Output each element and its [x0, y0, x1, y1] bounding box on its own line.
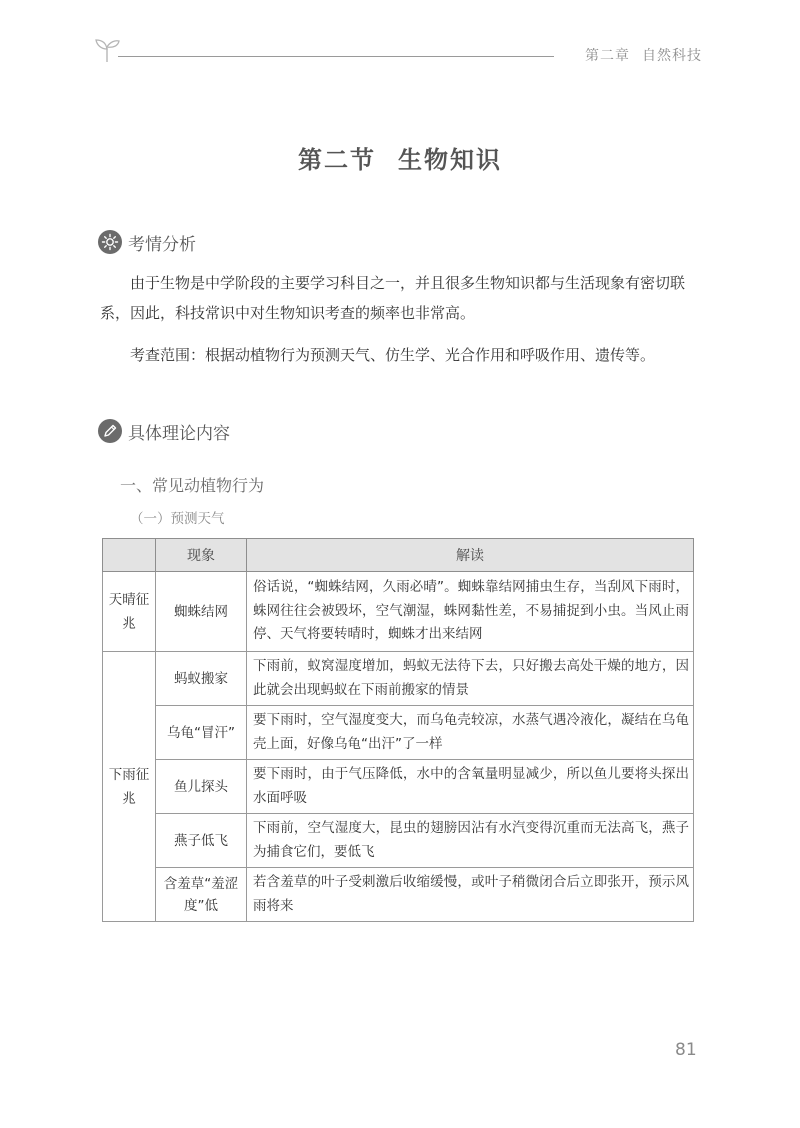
- explanation-cell: 要下雨时，由于气压降低，水中的含氧量明显减少，所以鱼儿要将头探出水面呼吸: [247, 760, 694, 814]
- phenomenon-cell: 燕子低飞: [156, 814, 247, 868]
- chapter-number: 第二章: [585, 48, 630, 64]
- subheading-weather: （一）预测天气: [130, 511, 225, 527]
- table-row: [103, 760, 694, 814]
- explanation-cell: 俗话说，“蜘蛛结网，久雨必晴”。蜘蛛靠结网捕虫生存，当刮风下雨时，蛛网往往会被毁坏，空气潮湿，蛛网黏性差，不易捕捉到小虫。当风止雨停、天气将要转晴时，蜘蛛才出来结网: [247, 572, 694, 652]
- analysis-paragraph-2: 考查范围：根据动植物行为预测天气、仿生学、光合作用和呼吸作用、遗传等。: [130, 346, 656, 364]
- analysis-heading-label: 考情分析: [128, 234, 196, 255]
- phenomenon-cell: 乌龟“冒汗”: [156, 706, 247, 760]
- phenomenon-cell: 蜘蛛结网: [156, 572, 247, 652]
- phenomenon-cell: 蚂蚁搬家: [156, 652, 247, 706]
- content-heading: [98, 417, 230, 445]
- page-number: 81: [675, 1040, 697, 1060]
- sun-icon: [98, 230, 122, 254]
- subheading-behaviors: 一、常见动植物行为: [120, 476, 265, 495]
- table-row: [103, 814, 694, 868]
- group-rain: 下雨征兆: [103, 652, 156, 922]
- explanation-cell: 要下雨时，空气湿度变大，而乌龟壳较凉，水蒸气遇冷液化，凝结在乌龟壳上面，好像乌龟“出汗”了一样: [247, 706, 694, 760]
- chapter-subject: 自然科技: [642, 48, 702, 64]
- analysis-paragraph-1: 由于生物是中学阶段的主要学习科目之一，并且很多生物知识都与生活现象有密切联系，因此，科技常识中对生物知识考查的频率也非常高。: [100, 274, 686, 322]
- header-explanation: 解读: [247, 539, 694, 572]
- explanation-cell: 若含羞草的叶子受刺激后收缩缓慢，或叶子稍微闭合后立即张开，预示风雨将来: [247, 868, 694, 922]
- header-phenomenon: 现象: [156, 539, 247, 572]
- section-name: 生物知识: [398, 146, 502, 174]
- table-row: [103, 572, 694, 652]
- explanation-cell: 下雨前，空气湿度大，昆虫的翅膀因沾有水汽变得沉重而无法高飞，燕子为捕食它们，要低飞: [247, 814, 694, 868]
- chapter-label: [585, 45, 702, 65]
- page-title: [0, 140, 800, 175]
- running-header: [92, 34, 702, 70]
- analysis-heading: [98, 228, 196, 256]
- phenomenon-cell: 鱼儿探头: [156, 760, 247, 814]
- group-sunny: 天晴征兆: [103, 572, 156, 652]
- table-row: [103, 652, 694, 706]
- table-row: [103, 706, 694, 760]
- sprout-icon: [92, 34, 122, 64]
- pen-icon: [98, 419, 122, 443]
- table-row: [103, 868, 694, 922]
- header-group: [103, 539, 156, 572]
- content-heading-label: 具体理论内容: [128, 423, 230, 444]
- header-rule: [118, 56, 554, 57]
- section-number: 第二节: [298, 146, 376, 174]
- explanation-cell: 下雨前，蚁窝湿度增加，蚂蚁无法待下去，只好搬去高处干燥的地方，因此就会出现蚂蚁在下雨前搬家的情景: [247, 652, 694, 706]
- weather-table: [102, 538, 694, 922]
- phenomenon-cell: 含羞草“羞涩度”低: [156, 868, 247, 922]
- table-header-row: [103, 539, 694, 572]
